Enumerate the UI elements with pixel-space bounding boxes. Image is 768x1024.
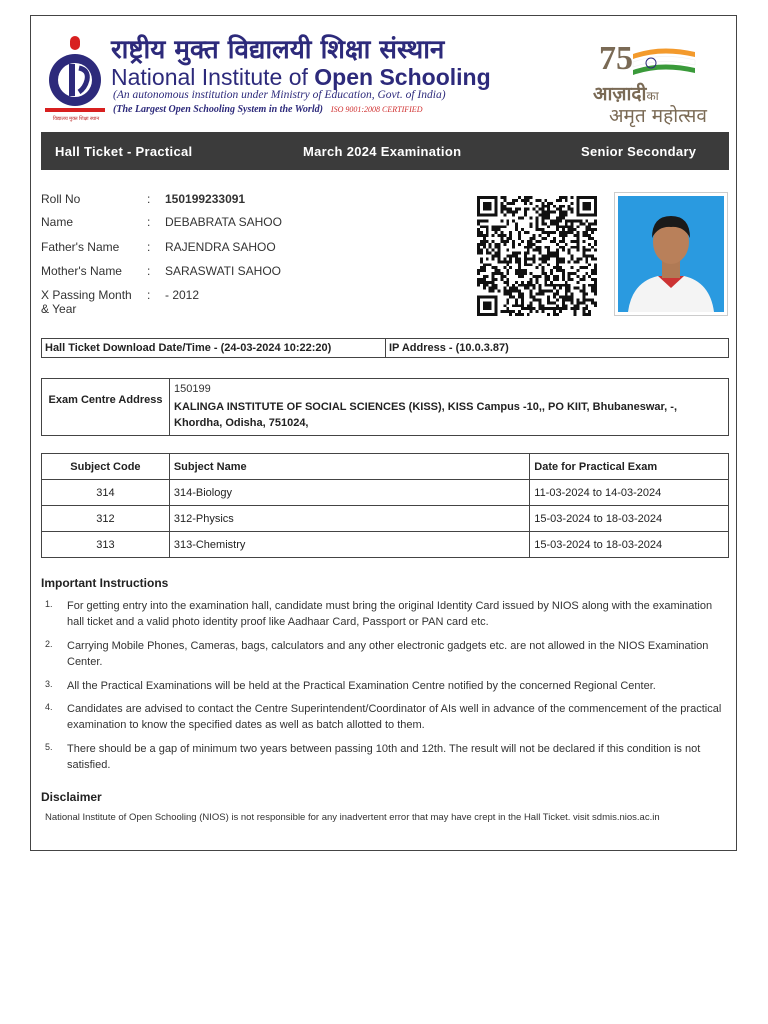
person-photo-icon: [618, 196, 724, 312]
subject-code-cell: 312: [42, 506, 170, 532]
nios-logo-icon: [45, 34, 105, 114]
table-row: [42, 532, 729, 558]
download-datetime: Hall Ticket Download Date/Time - (24-03-2024 10:22:20): [45, 342, 332, 354]
subtitle-autonomous: (An autonomous institution under Ministry of Education, Govt. of India): [113, 89, 446, 101]
disclaimer-text: National Institute of Open Schooling (NIOS) is not responsible for any inadvertent error that may have crept in the Hall Ticket. visit sdmis.nios.ac.in: [45, 812, 660, 823]
ip-address: IP Address - (10.0.3.87): [389, 342, 509, 354]
hindi-title: राष्ट्रीय मुक्त विद्यालयी शिक्षा संस्थान: [111, 35, 445, 65]
english-title: National Institute of Open Schooling: [111, 64, 491, 90]
download-info: [41, 338, 729, 358]
exam-date-cell: 15-03-2024 to 18-03-2024: [530, 532, 729, 558]
level: Senior Secondary: [581, 144, 697, 159]
azadi-line1: आज़ादीका: [593, 83, 659, 105]
exam-centre-box: [41, 378, 729, 436]
exam-date-cell: 15-03-2024 to 18-03-2024: [530, 506, 729, 532]
subjects-table: [41, 453, 729, 558]
exam-date-cell: 11-03-2024 to 14-03-2024: [530, 480, 729, 506]
iso-badge: ISO 9001:2008 CERTIFIED: [330, 105, 423, 114]
azadi-ka-amrit-mahotsav-logo: [583, 40, 723, 130]
col-subject-name: Subject Name: [169, 454, 529, 480]
exam-session: March 2024 Examination: [303, 144, 462, 159]
candidate-photo: [614, 192, 728, 316]
logo-tagline: विद्यालय मुक्त शिक्षा स्थान: [52, 116, 100, 122]
subject-name-cell: 314-Biology: [169, 480, 529, 506]
subject-name-cell: 313-Chemistry: [169, 532, 529, 558]
centre-address: KALINGA INSTITUTE OF SOCIAL SCIENCES (KISS), KISS Campus -10,, PO KIIT, Bhubaneswar, -, Khordha, Odisha, 751024,: [174, 401, 678, 429]
azadi-75: 75: [599, 40, 633, 77]
azadi-line2: अमृत महोत्सव: [609, 105, 707, 127]
instructions-title: Important Instructions: [41, 576, 169, 590]
disclaimer-title: Disclaimer: [41, 790, 102, 804]
subject-code-cell: 313: [42, 532, 170, 558]
table-row: [42, 480, 729, 506]
centre-code: 150199: [174, 383, 211, 395]
table-row: [42, 506, 729, 532]
hall-ticket-sheet: विद्यालय मुक्त शिक्षा स्थान राष्ट्रीय मुक्त विद्यालयी शिक्षा संस्थान National Institute of Open Schooling (An autonomous institution under Ministry of Education, Govt. of India) (The Largest Open Schooling System in the World) ISO 9001:2008 CERTIFIED 75 आज़ादीका अमृत महोत्सव Hall Ticket - Practical March 2024 Examination Senior Secondary Roll No : 150199233091 Name : DEBABRATA SAHOO Father's Name : RAJENDRA SAHOO Mother's Name : SARASWATI SAHOO X Passing Month & Year : - 2012 Hall Ticket Download Date/Time - (24-03-2024 10:22:20) IP Address - (10.0.3.87) Exam Centre Address 150199 KALINGA INSTITUTE OF SOCIAL SCIENCES (KISS), KISS Campus -10,, PO KIIT, Bhubaneswar, -, Khordha, Odisha, 751024, Subject Code Subject Name Date for Practical Exam 314 314-Biology 11-03-2024 to 14-03-2024 312 312-Physics 15-03-2024 to 18-03-2024 313 313-Chemistry 15-03-2024 to 18-03-2024 Important Instructions 1. For getting entry into the examination hall, candidate must bring the original Identity Card issued by NIOS along with the examination hall ticket and a valid photo identity proof like Aadhaar Card, Passport or PAN card etc. 2. Carrying Mobile Phones, Cameras, bags, calculators and any other electronic gadgets etc. are not allowed in the NIOS Examination Center. 3. All the Practical Examinations will be held at the Practical Examination Centre notified by the concerned Regional Center. 4. Candidates are advised to contact the Centre Superintendent/Coordinator of AIs well in advance of the commencement of the practical examination to know the specified dates as well as batch allotted to them. 5. There should be a gap of minimum two years between passing 10th and 12th. The result will not be declared if this condition is not satisfied. Disclaimer National Institute of Open Schooling (NIOS) is not responsible for any inadvertent error that may have crept in the Hall Ticket. visit sdmis.nios.ac.in: [30, 15, 737, 851]
title-bar: [41, 132, 729, 170]
table-header-row: [42, 454, 729, 480]
col-subject-code: Subject Code: [42, 454, 170, 480]
ticket-type: Hall Ticket - Practical: [55, 144, 193, 159]
flag-swoosh-icon: [631, 46, 697, 76]
exam-centre-label: Exam Centre Address: [42, 379, 170, 435]
subject-name-cell: 312-Physics: [169, 506, 529, 532]
subtitle-largest: (The Largest Open Schooling System in the World) ISO 9001:2008 CERTIFIED: [113, 104, 423, 115]
qr-code-icon: [473, 196, 601, 316]
subject-code-cell: 314: [42, 480, 170, 506]
col-exam-date: Date for Practical Exam: [530, 454, 729, 480]
header: [43, 30, 723, 134]
